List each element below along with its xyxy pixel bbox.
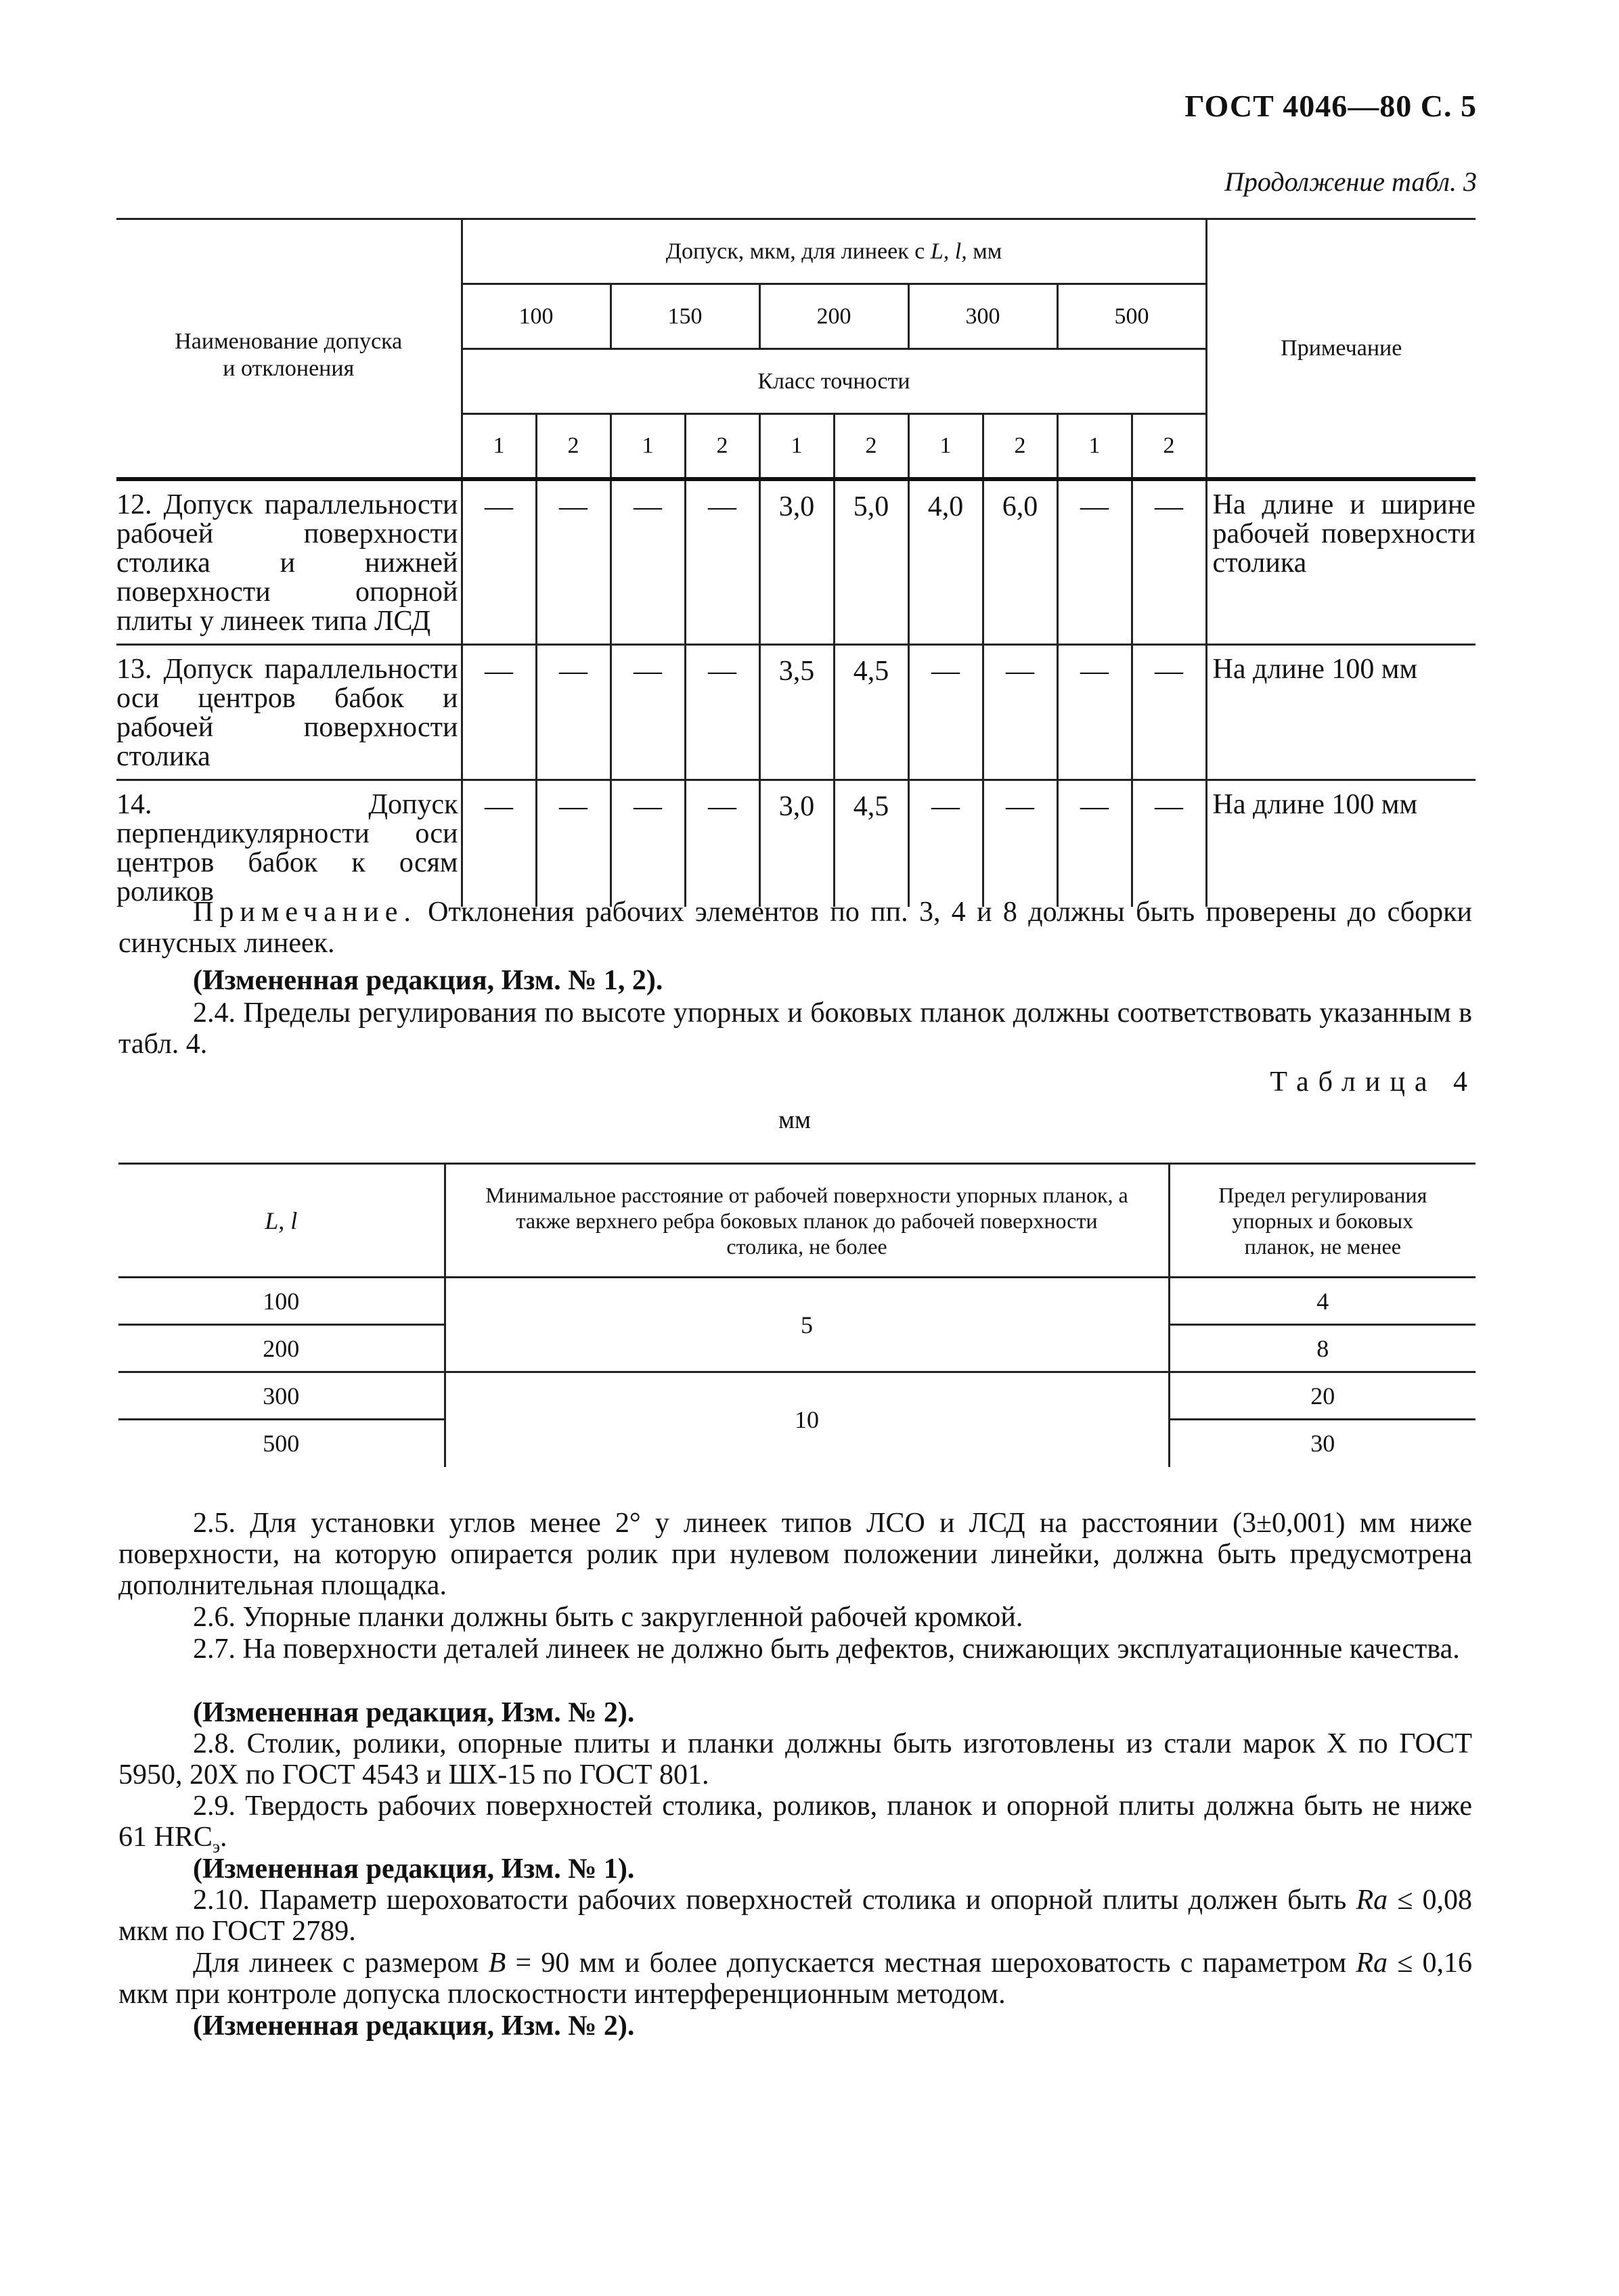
cell-length: 500: [263, 1430, 300, 1458]
paragraph-2-10: [118, 1885, 1472, 1947]
paragraph-2-10-end: ≤ 0,08 мкм по ГОСТ 2789.: [118, 1885, 1472, 1947]
cell-distance: 5: [445, 1278, 1169, 1372]
paragraph-2-9-end: .: [220, 1822, 227, 1853]
paragraph-text: = 90 мм и более допускается местная шероховатость с параметром: [506, 1948, 1356, 1979]
col-header-distance: Минимальное расстояние от рабочей поверхности упорных планок, а также верхнего ребра боковых планок до рабочей поверхности столика, не более: [445, 1164, 1169, 1278]
length-header: 500: [1057, 284, 1206, 349]
row-name: 13. Допуск параллельности оси центров бабок и рабочей поверхности столика: [116, 645, 462, 780]
length-header: 150: [611, 284, 759, 349]
amendment-note: (Измененная редакция, Изм. № 1).: [193, 1853, 635, 1885]
cell-value: 3,0: [759, 780, 834, 907]
cell-value: —: [685, 645, 759, 780]
cell-value: —: [685, 780, 759, 907]
class-header: 2: [1132, 414, 1206, 479]
b-symbol: B: [488, 1948, 506, 1979]
class-header: 2: [834, 414, 908, 479]
ra-symbol: Ra: [1356, 1885, 1388, 1916]
paragraph-2-9-text: 2.9. Твердость рабочих поверхностей столика, роликов, планок и опорной плиты должна быть не ниже 61 HRC: [118, 1791, 1472, 1853]
class-header: 2: [983, 414, 1057, 479]
col-header-limit: Предел регулирования упорных и боковых планок, не менее: [1169, 1164, 1476, 1278]
class-header: 1: [908, 414, 983, 479]
paragraph-text: Для линеек с размером: [193, 1948, 489, 1979]
col-header-name: Наименование допуска и отклонения: [116, 219, 462, 479]
table-row: [116, 780, 1476, 907]
paragraph-2-10-text: 2.10. Параметр шероховатости рабочих поверхностей столика и опорной плиты должен быть: [193, 1885, 1356, 1916]
row-note: На длине 100 мм: [1206, 645, 1476, 780]
table-4: [118, 1163, 1476, 1467]
cell-value: —: [462, 479, 536, 645]
cell-value: —: [685, 479, 759, 645]
class-header: 1: [611, 414, 685, 479]
class-header: 2: [685, 414, 759, 479]
row-note: На длине 100 мм: [1206, 780, 1476, 907]
paragraph-2-9: [118, 1791, 1472, 1862]
amendment-note: (Измененная редакция, Изм. № 2).: [193, 2010, 635, 2042]
paragraph-text: ≤ 0,16 мкм при контроле допуска плоскостности интерференционным методом.: [118, 1948, 1473, 2010]
cell-value: —: [1132, 780, 1206, 907]
cell-value: —: [1057, 479, 1132, 645]
cell-value: —: [983, 780, 1057, 907]
cell-value: —: [1057, 645, 1132, 780]
length-header: 100: [462, 284, 611, 349]
cell-value: 3,5: [759, 645, 834, 780]
length-header: 200: [759, 284, 908, 349]
cell-value: —: [462, 780, 536, 907]
ra-symbol: Ra: [1356, 1948, 1388, 1979]
table-3: [116, 218, 1476, 907]
cell-value: 6,0: [983, 479, 1057, 645]
hrc-subscript: э: [212, 1837, 221, 1857]
cell-limit: 8: [1169, 1325, 1476, 1372]
col-header-note: Примечание: [1206, 219, 1476, 479]
tolerance-header: Допуск, мкм, для линеек с L, l, мм: [462, 219, 1206, 284]
cell-length: 100: [118, 1278, 445, 1325]
length-header: 300: [908, 284, 1057, 349]
col-header-length: L, l: [118, 1164, 445, 1278]
table-4-title: Таблица 4: [1270, 1066, 1477, 1098]
cell-value: —: [462, 645, 536, 780]
table-4-unit: мм: [778, 1106, 812, 1134]
paragraph-2-7: 2.7. На поверхности деталей линеек не должно быть дефектов, снижающих эксплуатационные качества.: [193, 1634, 1460, 1665]
note-text: Отклонения рабочих элементов по пп. 3, 4 и 8 должны быть проверены до сборки синусных линеек.: [118, 897, 1472, 959]
class-header: 1: [1057, 414, 1132, 479]
note-paragraph: [118, 897, 1472, 959]
table-row: [118, 1372, 1476, 1420]
cell-value: —: [611, 645, 685, 780]
class-header: 1: [759, 414, 834, 479]
cell-value: —: [1057, 780, 1132, 907]
page-header: ГОСТ 4046—80 С. 5: [1184, 89, 1477, 123]
row-name: 12. Допуск параллельности рабочей поверхности столика и нижней поверхности опорной плиты у линеек типа ЛСД: [116, 479, 462, 645]
paragraph-2-4: 2.4. Пределы регулирования по высоте упорных и боковых планок должны соответствовать указанным в табл. 4.: [118, 997, 1472, 1060]
paragraph-2-10-cont: [118, 1948, 1472, 2010]
paragraph-2-5: 2.5. Для установки углов менее 2° у линеек типов ЛСО и ЛСД на расстоянии (3±0,001) мм ниже поверхности, на которую опирается ролик при нулевом положении линейки, должна быть предусмотрена дополнительная площадка.: [118, 1508, 1472, 1601]
cell-value: —: [908, 645, 983, 780]
cell-value: —: [536, 780, 611, 907]
class-header: 1: [462, 414, 536, 479]
note-label: Примечание.: [193, 897, 417, 928]
paragraph-2-6: 2.6. Упорные планки должны быть с закругленной рабочей кромкой.: [193, 1602, 1023, 1633]
table-row: [118, 1278, 1476, 1325]
cell-value: —: [908, 780, 983, 907]
cell-value: —: [1132, 479, 1206, 645]
amendment-note: (Измененная редакция, Изм. № 2).: [193, 1697, 635, 1728]
table-continuation-label: Продолжение табл. 3: [1224, 166, 1477, 197]
cell-limit: 4: [1169, 1278, 1476, 1325]
cell-distance: 10: [445, 1372, 1169, 1467]
cell-limit: 30: [1169, 1420, 1476, 1467]
cell-value: —: [536, 479, 611, 645]
cell-limit: 20: [1169, 1372, 1476, 1420]
row-name: 14. Допуск перпендикулярности оси центров бабок к осям роликов: [116, 780, 462, 907]
cell-length: 200: [118, 1325, 445, 1372]
cell-value: 4,0: [908, 479, 983, 645]
cell-value: 5,0: [834, 479, 908, 645]
cell-value: —: [536, 645, 611, 780]
cell-value: —: [983, 645, 1057, 780]
accuracy-class-header: Класс точности: [462, 349, 1206, 414]
cell-value: 4,5: [834, 645, 908, 780]
table-row: [116, 479, 1476, 645]
paragraph-2-8: 2.8. Столик, ролики, опорные плиты и планки должны быть изготовлены из стали марок Х по ГОСТ 5950, 20Х по ГОСТ 4543 и ШХ-15 по ГОСТ 801.: [118, 1728, 1472, 1791]
cell-value: 4,5: [834, 780, 908, 907]
cell-value: —: [611, 479, 685, 645]
amendment-note: (Измененная редакция, Изм. № 1, 2).: [193, 965, 663, 996]
cell-value: 3,0: [759, 479, 834, 645]
cell-length: 300: [118, 1372, 445, 1420]
cell-value: —: [611, 780, 685, 907]
table-row: [116, 645, 1476, 780]
class-header: 2: [536, 414, 611, 479]
row-note: На длине и ширине рабочей поверхности столика: [1206, 479, 1476, 645]
cell-value: —: [1132, 645, 1206, 780]
